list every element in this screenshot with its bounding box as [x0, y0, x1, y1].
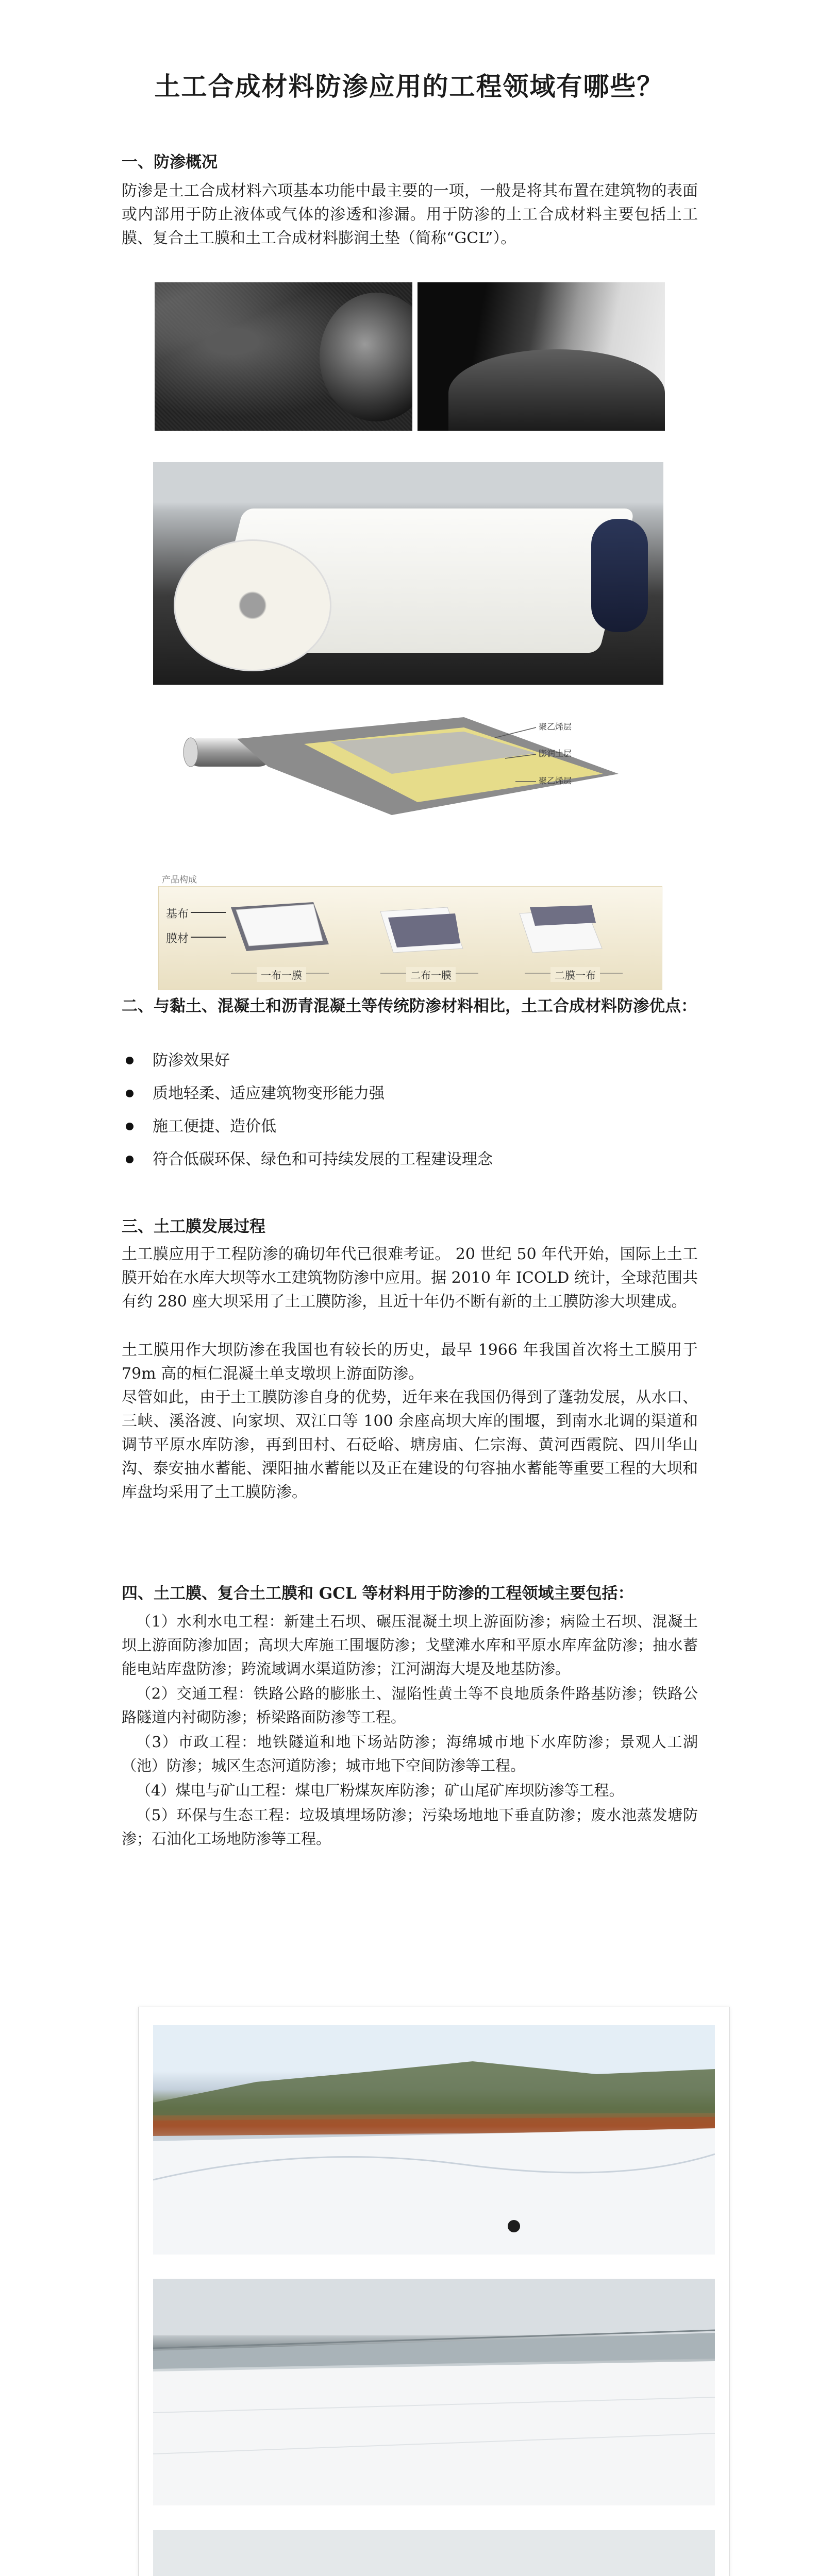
section-1-text: 防渗是土工合成材料六项基本功能中最主要的一项，一般是将其布置在建筑物的表面或内部用于防止液体或气体的渗透和渗漏。用于防渗的土工合成材料主要包括土工膜、复合土工膜和土工合成材料膨润土垫（简称“GCL”）。 [122, 182, 698, 247]
diagram-label-1: 聚乙烯层 [539, 722, 572, 732]
section-3-paragraph-2: 土工膜用作大坝防渗在我国也有较长的历史，最早 1966 年我国首次将土工膜用于 79m 高的桓仁混凝土单支墩坝上游面防渗。 [122, 1341, 698, 1383]
product-composition-image [158, 875, 662, 990]
reservoir-photo-1-svg [153, 2025, 715, 2255]
section-3-heading: 三、土工膜发展过程 [122, 1217, 265, 1236]
list-item: 符合低碳环保、绿色和可持续发展的工程建设理念 [122, 1148, 698, 1172]
row-label-base-cloth: 基布 [166, 908, 189, 921]
geomembrane-texture-image [155, 282, 412, 431]
gcl-structure-svg [175, 697, 639, 836]
reservoir-lining-photo-3 [153, 2530, 715, 2576]
list-item: 质地轻柔、适应建筑物变形能力强 [122, 1082, 698, 1106]
diagram-label-3: 聚乙烯层 [539, 776, 572, 786]
section-3-paragraph-1: 土工膜应用于工程防渗的确切年代已很难考证。 20 世纪 50 年代开始，国际上土工膜开始在水库大坝等水工建筑物防渗中应用。据 2010 年 ICOLD 统计，全球范围共有约 280 座大坝采用了土工膜防渗，且近十年仍不断有新的土工膜防渗大坝建成。 [122, 1245, 698, 1311]
product-composition-label: 产品构成 [162, 875, 197, 885]
page-title: 土工合成材料防渗应用的工程领域有哪些？ [154, 71, 664, 101]
section-3-paragraph-3: 尽管如此，由于土工膜防渗自身的优势，近年来在我国仍得到了蓬勃发展，从水口、三峡、溪洛渡、向家坝、双江口等 100 余座高坝大库的围堰，到南水北调的渠道和调节平原水库防渗，再到田村、石砭峪、塘房庙、仁宗海、黄河西霞院、四川华山沟、泰安抽水蓄能、溧阳抽水蓄能以及正在建设的句容抽水蓄能等重要工程的大坝和库盘均采用了土工膜防渗。 [122, 1388, 698, 1501]
field-environmental: （5）环保与生态工程：垃圾填埋场防渗；污染场地地下垂直防渗；废水池蒸发塘防渗；石油化工场地防渗等工程。 [122, 1806, 698, 1848]
field-coal-mining: （4）煤电与矿山工程：煤电厂粉煤灰库防渗；矿山尾矿库坝防渗等工程。 [136, 1782, 624, 1799]
field-hydropower: （1）水利水电工程：新建土石坝、碾压混凝土坝上游面防渗；病险土石坝、混凝土坝上游面防渗加固；高坝大库施工围堰防渗；戈壁滩水库和平原水库库盆防渗；抽水蓄能电站库盘防渗；跨流域调水渠道防渗；江河湖海大堤及地基防渗。 [122, 1613, 698, 1677]
caption-two-film-one-cloth: 二膜一布 [550, 967, 600, 982]
caption-two-cloth-one-film: 二布一膜 [406, 967, 456, 982]
geomembrane-roll-image [418, 282, 665, 431]
reservoir-photo-2-svg [153, 2279, 715, 2505]
project-photos-frame [138, 2007, 730, 2576]
advantages-list [122, 1049, 698, 1181]
gcl-structure-diagram [175, 697, 639, 836]
field-municipal: （3）市政工程：地铁隧道和地下场站防渗；海绵城市地下水库防渗；景观人工湖（池）防渗；城区生态河道防渗；城市地下空间防渗等工程。 [122, 1733, 698, 1774]
caption-one-cloth-one-film: 一布一膜 [257, 967, 306, 982]
section-4-heading: 四、土工膜、复合土工膜和 GCL 等材料用于防渗的工程领域主要包括： [122, 1584, 634, 1603]
list-item: 施工便捷、造价低 [122, 1115, 698, 1139]
reservoir-lining-photo-1 [153, 2025, 715, 2255]
diagram-label-2: 膨润土层 [539, 749, 572, 758]
section-1-heading: 一、防渗概况 [122, 153, 218, 172]
reservoir-lining-photo-2 [153, 2279, 715, 2505]
composite-geomembrane-roll-image [153, 462, 663, 685]
reservoir-photo-3-svg [153, 2530, 715, 2576]
list-item: 防渗效果好 [122, 1049, 698, 1073]
field-transportation: （2）交通工程：铁路公路的膨胀土、湿陷性黄土等不良地质条件路基防渗；铁路公路隧道内衬砌防渗；桥梁路面防渗等工程。 [122, 1685, 698, 1726]
row-label-membrane: 膜材 [166, 933, 189, 945]
application-fields [122, 1609, 698, 1852]
section-2-heading: 二、与黏土、混凝土和沥青混凝土等传统防渗材料相比，土工合成材料防渗优点： [122, 997, 697, 1015]
